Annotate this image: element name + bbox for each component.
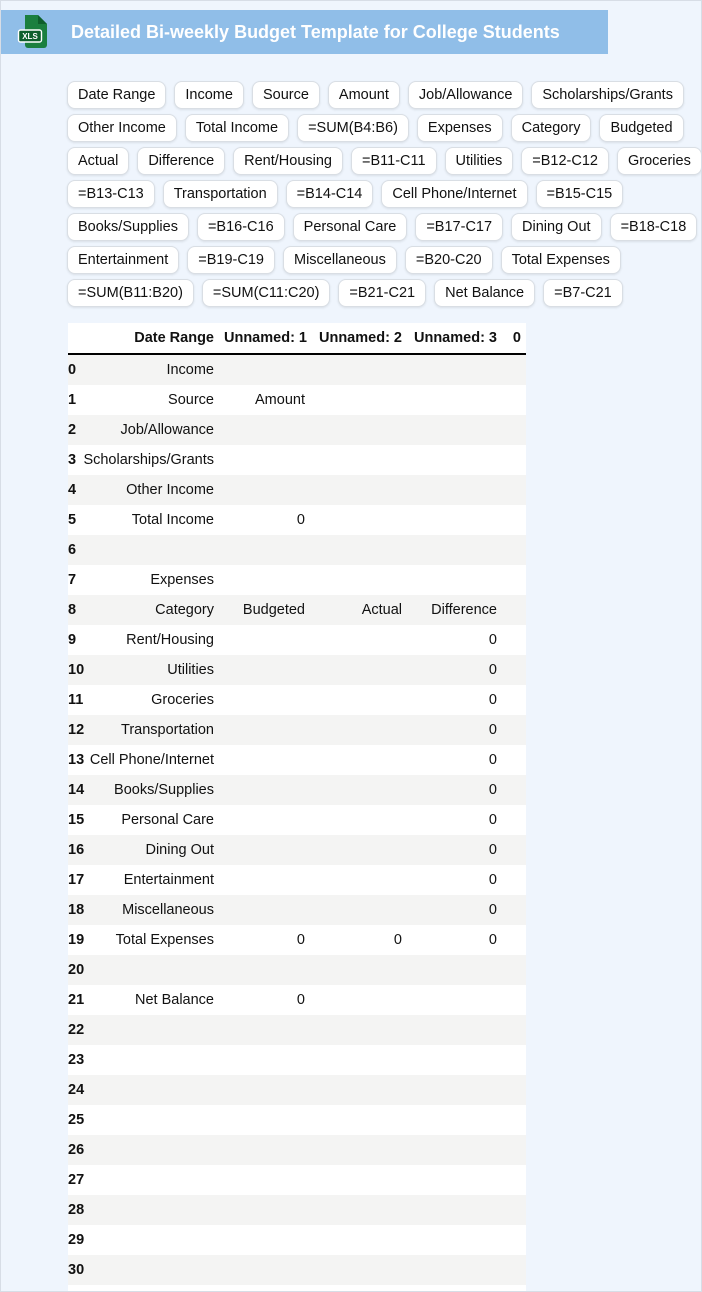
table-cell	[407, 1225, 502, 1255]
table-cell: Category	[155, 602, 214, 618]
chip-other-income[interactable]: Other Income	[67, 114, 177, 142]
table-cell: Expenses	[150, 572, 214, 588]
chip-cell-phone-internet[interactable]: Cell Phone/Internet	[381, 180, 527, 208]
row-index: 20	[68, 962, 85, 978]
table-cell: Miscellaneous	[122, 902, 214, 918]
table-cell	[310, 415, 407, 445]
table-cell: 0	[488, 842, 497, 858]
table-cell	[219, 865, 310, 895]
chip-row	[67, 81, 702, 109]
column-header-0: 0	[502, 323, 526, 354]
table-cell	[219, 1135, 310, 1165]
table-cell	[310, 895, 407, 925]
table-row-8	[68, 595, 526, 625]
row-index: 12	[68, 722, 85, 738]
table-cell	[310, 385, 407, 415]
table-cell	[502, 535, 526, 565]
chip-row	[67, 213, 702, 241]
table-row-10	[68, 655, 526, 685]
table-cell	[502, 655, 526, 685]
chip-row	[67, 279, 702, 307]
table-cell	[502, 715, 526, 745]
row-index: 27	[68, 1172, 85, 1188]
table-cell	[407, 1195, 502, 1225]
table-cell	[219, 1045, 310, 1075]
app-header	[1, 10, 608, 54]
table-cell: 0	[296, 932, 305, 948]
table-cell	[219, 835, 310, 865]
row-index: 19	[68, 932, 85, 948]
table-cell	[310, 1225, 407, 1255]
chip-b15-c15[interactable]: =B15-C15	[536, 180, 624, 208]
table-cell	[310, 1105, 407, 1135]
table-cell	[407, 985, 502, 1015]
table-cell	[310, 535, 407, 565]
row-index: 16	[68, 842, 85, 858]
table-cell: 0	[488, 632, 497, 648]
table-cell	[502, 475, 526, 505]
table-cell: Dining Out	[145, 842, 214, 858]
table-cell	[310, 715, 407, 745]
table-cell	[73, 535, 219, 565]
chip-personal-care[interactable]: Personal Care	[293, 213, 408, 241]
table-cell	[502, 685, 526, 715]
table-cell: Personal Care	[121, 812, 214, 828]
row-index: 8	[68, 602, 77, 618]
chip-b11-c11[interactable]: =B11-C11	[351, 147, 437, 175]
table-cell	[310, 805, 407, 835]
table-cell: Rent/Housing	[126, 632, 214, 648]
table-cell: 0	[488, 902, 497, 918]
table-row-28	[68, 1195, 526, 1225]
row-index: 0	[68, 362, 77, 378]
xls-file-icon	[15, 13, 53, 51]
row-index: 6	[68, 542, 77, 558]
table-header-row	[68, 323, 526, 354]
table-cell	[219, 354, 310, 385]
row-index: 2	[68, 422, 77, 438]
chip-row	[67, 114, 702, 142]
chip-sum-b4-b6[interactable]: =SUM(B4:B6)	[297, 114, 409, 142]
table-cell	[502, 745, 526, 775]
table-cell	[502, 565, 526, 595]
table-cell	[73, 1165, 219, 1195]
row-index: 25	[68, 1112, 85, 1128]
row-index: 24	[68, 1082, 85, 1098]
table-cell	[219, 715, 310, 745]
table-cell	[310, 475, 407, 505]
chip-difference[interactable]: Difference	[137, 147, 225, 175]
table-cell	[407, 1135, 502, 1165]
table-cell	[219, 895, 310, 925]
column-header-unnamed-2: Unnamed: 2	[310, 323, 407, 354]
chip-b7-c21[interactable]: =B7-C21	[543, 279, 623, 307]
table-cell	[407, 565, 502, 595]
chip-income[interactable]: Income	[174, 81, 244, 109]
chip-row	[67, 246, 702, 274]
table-cell	[73, 1015, 219, 1045]
table-cell	[310, 565, 407, 595]
table-cell	[73, 1135, 219, 1165]
table-cell	[219, 625, 310, 655]
table-cell	[219, 745, 310, 775]
chip-transportation[interactable]: Transportation	[163, 180, 278, 208]
chip-miscellaneous[interactable]: Miscellaneous	[283, 246, 397, 274]
table-cell	[502, 1255, 526, 1285]
table-row-4	[68, 475, 526, 505]
table-row-7	[68, 565, 526, 595]
table-cell	[310, 655, 407, 685]
table-cell	[219, 1195, 310, 1225]
chip-b17-c17[interactable]: =B17-C17	[415, 213, 503, 241]
table-cell: 0	[488, 722, 497, 738]
row-index: 28	[68, 1202, 85, 1218]
chip-total-income[interactable]: Total Income	[185, 114, 289, 142]
table-cell	[219, 445, 310, 475]
table-cell	[73, 1045, 219, 1075]
row-index: 1	[68, 392, 77, 408]
table-cell	[219, 1015, 310, 1045]
table-cell: 0	[488, 752, 497, 768]
row-index: 22	[68, 1022, 85, 1038]
table-cell	[310, 445, 407, 475]
table-row-3	[68, 445, 526, 475]
table-row-5	[68, 505, 526, 535]
table-cell	[502, 354, 526, 385]
table-cell: Cell Phone/Internet	[89, 752, 214, 768]
row-index: 11	[68, 692, 84, 708]
table-row-18	[68, 895, 526, 925]
table-row-20	[68, 955, 526, 985]
table-cell	[219, 685, 310, 715]
table-cell	[407, 475, 502, 505]
table-cell: 0	[488, 872, 497, 888]
table-cell: Amount	[255, 392, 305, 408]
chip-rent-housing[interactable]: Rent/Housing	[233, 147, 343, 175]
table-cell	[502, 775, 526, 805]
table-row-2	[68, 415, 526, 445]
table-cell	[73, 1225, 219, 1255]
table-cell: Utilities	[167, 662, 214, 678]
chip-b16-c16[interactable]: =B16-C16	[197, 213, 285, 241]
row-index: 13	[68, 752, 85, 768]
table-cell	[502, 1075, 526, 1105]
spreadsheet-table	[68, 323, 526, 1285]
table-cell: Books/Supplies	[114, 782, 214, 798]
table-cell	[310, 865, 407, 895]
table-row-30	[68, 1255, 526, 1285]
table-cell	[219, 535, 310, 565]
table-cell: Income	[166, 362, 214, 378]
table-cell: 0	[488, 812, 497, 828]
row-index: 5	[68, 512, 77, 528]
chip-category[interactable]: Category	[511, 114, 592, 142]
table-cell	[502, 1225, 526, 1255]
row-index: 10	[68, 662, 85, 678]
table-cell	[219, 415, 310, 445]
table-cell	[219, 1255, 310, 1285]
chip-list	[67, 81, 702, 307]
chip-source[interactable]: Source	[252, 81, 320, 109]
table-cell	[219, 655, 310, 685]
chip-groceries[interactable]: Groceries	[617, 147, 702, 175]
table-row-22	[68, 1015, 526, 1045]
table-cell	[219, 1165, 310, 1195]
chip-b21-c21[interactable]: =B21-C21	[338, 279, 426, 307]
table-cell: Total Income	[131, 512, 214, 528]
table-row-14	[68, 775, 526, 805]
table-row-23	[68, 1045, 526, 1075]
table-cell	[502, 505, 526, 535]
chip-b18-c18[interactable]: =B18-C18	[610, 213, 698, 241]
table-cell: 0	[488, 662, 497, 678]
chip-books-supplies[interactable]: Books/Supplies	[67, 213, 189, 241]
chip-sum-b11-b20[interactable]: =SUM(B11:B20)	[67, 279, 194, 307]
table-cell: Other Income	[126, 482, 214, 498]
table-cell: 0	[488, 692, 497, 708]
table-cell	[310, 1075, 407, 1105]
table-cell	[502, 895, 526, 925]
table-cell: Transportation	[121, 722, 214, 738]
table-cell: 0	[393, 932, 402, 948]
table-cell: Groceries	[151, 692, 214, 708]
chip-b20-c20[interactable]: =B20-C20	[405, 246, 493, 274]
table-cell	[310, 835, 407, 865]
table-cell: Total Expenses	[115, 932, 214, 948]
table-cell: Entertainment	[123, 872, 214, 888]
table-cell	[219, 1105, 310, 1135]
table-cell	[310, 625, 407, 655]
row-index: 9	[68, 632, 77, 648]
column-header-unnamed-1: Unnamed: 1	[219, 323, 310, 354]
table-cell	[219, 955, 310, 985]
table-row-29	[68, 1225, 526, 1255]
table-cell	[502, 415, 526, 445]
table-cell	[73, 955, 219, 985]
column-header-date-range: Date Range	[73, 323, 219, 354]
table-row-9	[68, 625, 526, 655]
table-cell	[407, 1165, 502, 1195]
table-cell	[219, 775, 310, 805]
table-cell: Net Balance	[135, 992, 214, 1008]
table-cell	[219, 1225, 310, 1255]
chip-amount[interactable]: Amount	[328, 81, 400, 109]
table-cell	[407, 535, 502, 565]
chip-b14-c14[interactable]: =B14-C14	[286, 180, 374, 208]
row-index: 3	[68, 452, 77, 468]
table-cell	[407, 415, 502, 445]
table-cell	[502, 925, 526, 955]
table-row-6	[68, 535, 526, 565]
table-cell	[407, 1045, 502, 1075]
table-cell	[73, 1255, 219, 1285]
chip-date-range[interactable]: Date Range	[67, 81, 166, 109]
page-title: Detailed Bi-weekly Budget Template for College Students	[71, 21, 560, 42]
column-header-unnamed-3: Unnamed: 3	[407, 323, 502, 354]
table-cell	[502, 955, 526, 985]
table-row-11	[68, 685, 526, 715]
table-cell	[310, 1255, 407, 1285]
spreadsheet-table-wrapper	[68, 323, 526, 1292]
table-cell: 0	[296, 512, 305, 528]
table-cell	[310, 1045, 407, 1075]
table-row-21	[68, 985, 526, 1015]
table-cell	[407, 1075, 502, 1105]
table-cell	[407, 445, 502, 475]
table-cell	[502, 595, 526, 625]
table-cell	[407, 955, 502, 985]
table-row-16	[68, 835, 526, 865]
table-cell	[310, 505, 407, 535]
chip-utilities[interactable]: Utilities	[445, 147, 514, 175]
table-cell	[407, 505, 502, 535]
table-cell	[407, 354, 502, 385]
table-cell: Job/Allowance	[120, 422, 214, 438]
chip-expenses[interactable]: Expenses	[417, 114, 503, 142]
table-cell	[310, 1135, 407, 1165]
table-row-26	[68, 1135, 526, 1165]
table-cell	[219, 475, 310, 505]
table-cell	[310, 1015, 407, 1045]
chip-entertainment[interactable]: Entertainment	[67, 246, 179, 274]
table-cell: 0	[296, 992, 305, 1008]
chip-scholarships-grants[interactable]: Scholarships/Grants	[531, 81, 684, 109]
row-index: 17	[68, 872, 85, 888]
table-cell: Difference	[431, 602, 497, 618]
chip-sum-c11-c20[interactable]: =SUM(C11:C20)	[202, 279, 331, 307]
table-cell: Source	[168, 392, 214, 408]
table-row-13	[68, 745, 526, 775]
table-cell	[310, 955, 407, 985]
table-cell	[502, 985, 526, 1015]
table-cell	[502, 1165, 526, 1195]
table-cell	[502, 1135, 526, 1165]
table-cell	[73, 1075, 219, 1105]
table-row-25	[68, 1105, 526, 1135]
chip-job-allowance[interactable]: Job/Allowance	[408, 81, 524, 109]
table-cell	[502, 625, 526, 655]
chip-b13-c13[interactable]: =B13-C13	[67, 180, 155, 208]
table-row-12	[68, 715, 526, 745]
row-index: 18	[68, 902, 85, 918]
table-cell	[502, 835, 526, 865]
row-index: 21	[68, 992, 85, 1008]
table-row-0	[68, 354, 526, 385]
xls-icon-label: XLS	[22, 32, 38, 41]
row-index: 26	[68, 1142, 85, 1158]
table-cell	[502, 805, 526, 835]
table-row-15	[68, 805, 526, 835]
table-cell	[310, 354, 407, 385]
table-row-17	[68, 865, 526, 895]
table-cell	[502, 445, 526, 475]
table-cell: Actual	[361, 602, 402, 618]
row-index: 4	[68, 482, 77, 498]
table-cell	[502, 1045, 526, 1075]
table-cell	[502, 1015, 526, 1045]
table-cell	[310, 745, 407, 775]
table-cell	[502, 1195, 526, 1225]
row-index: 30	[68, 1262, 85, 1278]
row-index: 23	[68, 1052, 85, 1068]
table-row-27	[68, 1165, 526, 1195]
table-cell: Scholarships/Grants	[83, 452, 214, 468]
chip-actual[interactable]: Actual	[67, 147, 129, 175]
table-cell	[310, 685, 407, 715]
table-cell	[310, 775, 407, 805]
table-row-1	[68, 385, 526, 415]
chip-row	[67, 180, 702, 208]
table-cell	[310, 1165, 407, 1195]
table-cell	[502, 1105, 526, 1135]
table-cell	[502, 865, 526, 895]
table-cell	[219, 565, 310, 595]
chip-b12-c12[interactable]: =B12-C12	[521, 147, 609, 175]
table-cell: Budgeted	[242, 602, 305, 618]
chip-dining-out[interactable]: Dining Out	[511, 213, 602, 241]
table-cell	[73, 1105, 219, 1135]
table-cell	[219, 805, 310, 835]
table-cell	[407, 1015, 502, 1045]
row-index: 15	[68, 812, 85, 828]
table-cell	[407, 385, 502, 415]
table-cell	[502, 385, 526, 415]
table-row-24	[68, 1075, 526, 1105]
table-cell: 0	[488, 932, 497, 948]
chip-total-expenses[interactable]: Total Expenses	[501, 246, 621, 274]
table-cell	[310, 1195, 407, 1225]
chip-net-balance[interactable]: Net Balance	[434, 279, 535, 307]
chip-budgeted[interactable]: Budgeted	[599, 114, 683, 142]
table-cell	[219, 1075, 310, 1105]
table-cell: 0	[488, 782, 497, 798]
chip-b19-c19[interactable]: =B19-C19	[187, 246, 275, 274]
table-cell	[407, 1105, 502, 1135]
table-row-19	[68, 925, 526, 955]
table-cell	[407, 1255, 502, 1285]
row-index: 29	[68, 1232, 85, 1248]
table-cell	[310, 985, 407, 1015]
row-index: 14	[68, 782, 85, 798]
table-cell	[73, 1195, 219, 1225]
chip-row	[67, 147, 702, 175]
row-index: 7	[68, 572, 77, 588]
